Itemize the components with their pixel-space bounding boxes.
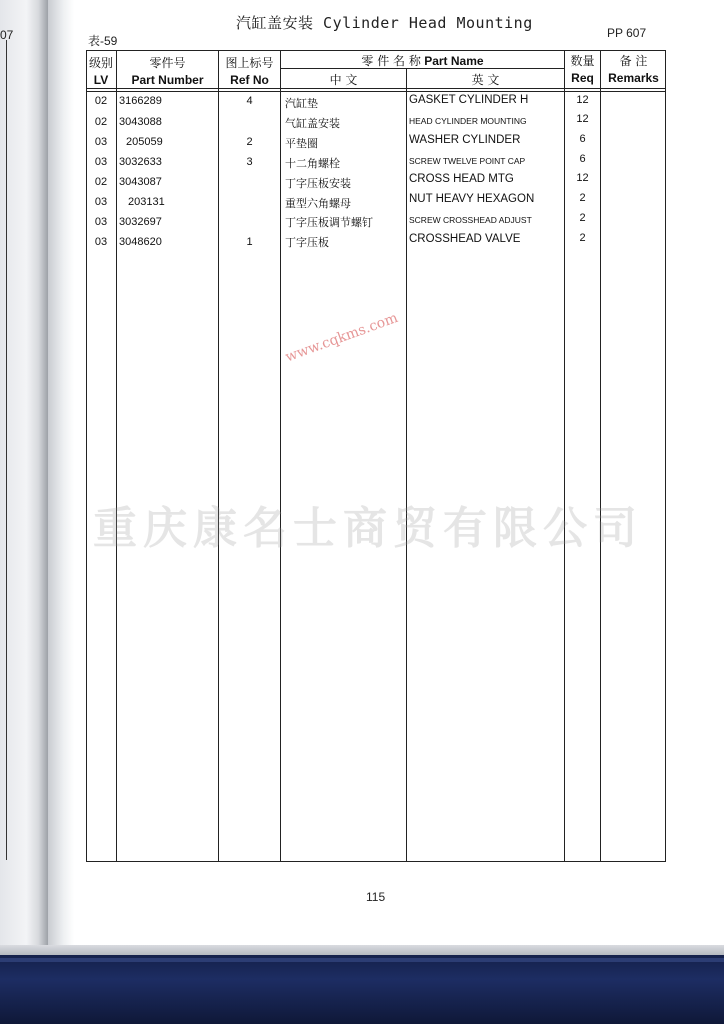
cell-req: 6 [579, 133, 586, 145]
cell-name-cn: 十二角螺栓 [285, 157, 340, 170]
page-title [236, 12, 533, 33]
header-bottom-line [86, 88, 666, 89]
cover-stripe [0, 958, 724, 962]
col-divider-ref-no [280, 50, 281, 862]
cell-req: 12 [576, 94, 589, 106]
cell-part-number: 3043088 [119, 116, 162, 128]
cell-name-cn: 重型六角螺母 [285, 197, 351, 210]
title-chinese: 汽缸盖安装 [236, 14, 314, 32]
cell-lv: 02 [94, 116, 108, 128]
cell-req: 2 [579, 212, 586, 224]
header-lv-cn: 级别 [88, 56, 113, 70]
header-part-number-en: Part Number [131, 73, 204, 87]
watermark-company: 重庆康名士商贸有限公司 [93, 503, 643, 554]
cell-lv: 02 [94, 95, 108, 107]
cell-part-number: 3166289 [119, 95, 162, 107]
cell-name-en: CROSSHEAD VALVE [409, 233, 521, 245]
page-number: 115 [366, 890, 386, 904]
cell-name-en: GASKET CYLINDER H [409, 94, 529, 106]
cell-name-cn: 丁字压板 [285, 236, 329, 249]
cell-req: 12 [576, 172, 589, 184]
cell-ref-no: 4 [246, 95, 253, 107]
book-gutter [48, 0, 74, 955]
cell-ref-no: 3 [246, 156, 253, 168]
cell-ref-no: 2 [246, 136, 253, 148]
cell-name-cn: 丁字压板调节螺钉 [285, 216, 373, 229]
cell-name-cn: 丁字压板安装 [285, 177, 351, 190]
cell-name-en: CROSS HEAD MTG [409, 173, 514, 185]
cell-part-number: 205059 [126, 136, 163, 148]
cell-part-number: 3032697 [119, 216, 162, 228]
cell-lv: 03 [94, 136, 108, 148]
cell-part-number: 3048620 [119, 236, 162, 248]
cell-req: 12 [576, 113, 589, 125]
left-page-edge [0, 0, 48, 955]
cell-lv: 03 [94, 156, 108, 168]
header-ref-no-en: Ref No [230, 73, 269, 87]
col-divider-lv [116, 50, 117, 862]
header-ref-no-cn: 图上标号 [225, 56, 274, 70]
header-req-cn: 数量 [570, 54, 595, 68]
header-bottom-line-double [86, 91, 666, 92]
header-part-number-cn: 零件号 [149, 56, 186, 70]
title-english: Cylinder Head Mounting [323, 14, 533, 32]
cell-lv: 03 [94, 216, 108, 228]
cell-name-cn: 汽缸垫 [285, 97, 318, 110]
header-english: 英 文 [471, 73, 500, 87]
left-page-number: 07 [0, 28, 14, 42]
header-part-name-cn: 零 件 名 称 [361, 54, 421, 68]
header-chinese: 中 文 [329, 73, 358, 87]
cell-ref-no: 1 [246, 236, 253, 248]
cell-name-en: SCREW CROSSHEAD ADJUST [409, 215, 532, 225]
cell-name-en: WASHER CYLINDER [409, 134, 521, 146]
header-part-name [281, 52, 564, 69]
left-page-table-border [6, 40, 7, 860]
header-lv-en: LV [93, 73, 109, 87]
watermark-url: www.cqkms.com [283, 309, 401, 366]
header-req-en: Req [571, 71, 594, 85]
cell-name-cn: 平垫圈 [285, 137, 318, 150]
cell-part-number: 3032633 [119, 156, 162, 168]
cell-part-number: 3043087 [119, 176, 162, 188]
col-divider-part-number [218, 50, 219, 862]
header-remarks-en: Remarks [608, 71, 659, 85]
col-divider-name [406, 68, 407, 862]
page-code: PP 607 [607, 26, 647, 40]
cell-name-en: HEAD CYLINDER MOUNTING [409, 116, 527, 126]
cell-lv: 02 [94, 176, 108, 188]
table-number: 表-59 [88, 34, 118, 48]
cell-name-en: NUT HEAVY HEXAGON [409, 193, 535, 205]
cell-req: 2 [579, 192, 586, 204]
cell-name-cn: 气缸盖安装 [285, 117, 340, 130]
cell-req: 2 [579, 232, 586, 244]
header-part-name-en: Part Name [424, 54, 484, 68]
cell-lv: 03 [94, 236, 108, 248]
cell-name-en: SCREW TWELVE POINT CAP [409, 156, 526, 166]
col-divider-req-right [600, 50, 601, 862]
cell-lv: 03 [94, 196, 108, 208]
header-remarks-cn: 备 注 [619, 54, 648, 68]
book-cover [0, 955, 724, 1024]
cell-req: 6 [579, 153, 586, 165]
cell-part-number: 203131 [128, 196, 165, 208]
